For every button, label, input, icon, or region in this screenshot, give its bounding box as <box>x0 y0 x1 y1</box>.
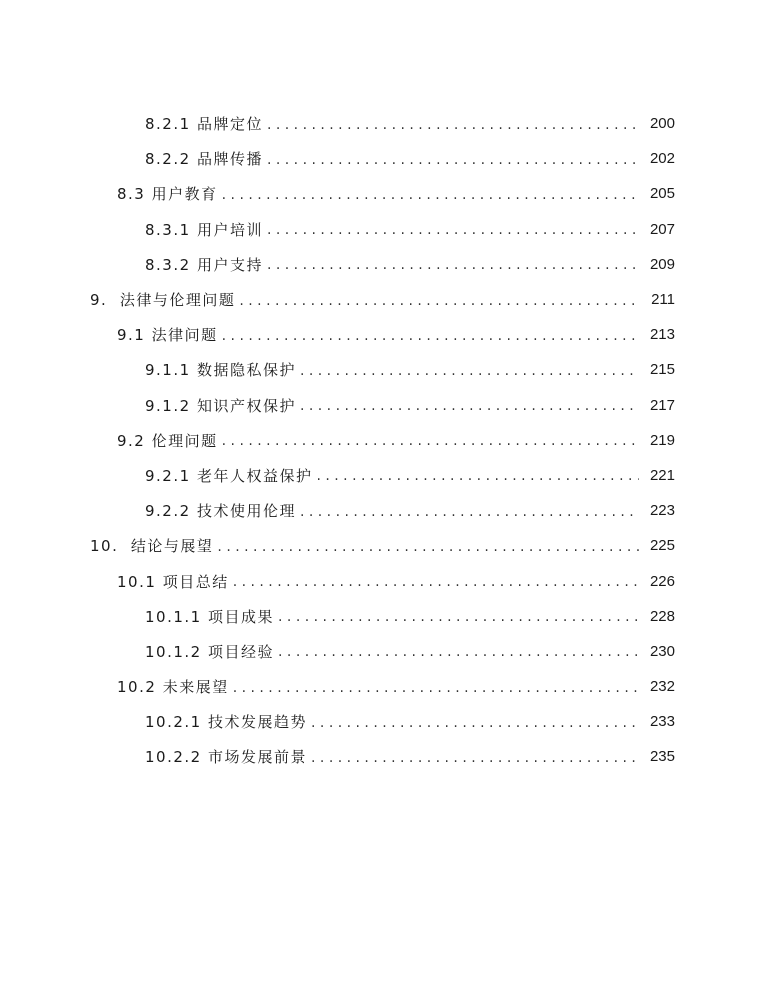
toc-entry[interactable] <box>0 352 765 387</box>
toc-entry-number: 8.2.1 <box>145 115 191 134</box>
toc-entry[interactable] <box>0 599 765 634</box>
toc-entry[interactable] <box>0 282 765 317</box>
toc-entry[interactable] <box>0 212 765 247</box>
toc-entry-title: 技术发展趋势 <box>208 713 308 732</box>
toc-entry-number: 9.1 <box>117 326 146 345</box>
dot-leader <box>217 539 639 555</box>
toc-entry-page: 230 <box>649 642 675 660</box>
toc-entry-title: 用户支持 <box>196 255 263 274</box>
toc-entry-number: 9.1.2 <box>145 396 191 415</box>
toc-entry[interactable] <box>0 141 765 176</box>
toc-entry-page: 225 <box>649 537 675 555</box>
toc-entry-page: 232 <box>649 678 675 696</box>
toc-entry[interactable] <box>0 493 765 528</box>
toc-entry-title: 品牌定位 <box>196 115 263 134</box>
toc-entry-number: 10. <box>90 537 119 556</box>
toc-entry[interactable] <box>0 247 765 282</box>
toc-entry-title: 用户培训 <box>196 220 263 239</box>
toc-entry-title: 老年人权益保护 <box>196 466 313 485</box>
toc-entry-title: 品牌传播 <box>196 150 263 169</box>
toc-entry-number: 10.2 <box>117 678 157 697</box>
dot-leader <box>267 152 639 168</box>
toc-entry-title: 法律与伦理问题 <box>119 291 236 310</box>
toc-entry-number: 10.1.2 <box>145 642 202 661</box>
toc-entry-title: 技术使用伦理 <box>196 502 296 521</box>
dot-leader <box>267 257 639 273</box>
dot-leader <box>267 117 639 133</box>
toc-entry-title: 伦理问题 <box>151 431 218 450</box>
toc-entry-page: 215 <box>649 361 675 379</box>
toc-entry-title: 知识产权保护 <box>196 396 296 415</box>
dot-leader <box>311 750 639 766</box>
dot-leader <box>222 328 639 344</box>
toc-entry-page: 209 <box>649 255 675 273</box>
toc-entry[interactable] <box>0 106 765 141</box>
dot-leader <box>278 644 639 660</box>
toc-entry-title: 结论与展望 <box>130 537 214 556</box>
toc-entry-title: 项目总结 <box>162 572 229 591</box>
dot-leader <box>300 398 639 414</box>
toc-entry-number: 10.2.1 <box>145 713 202 732</box>
toc-entry-number: 8.2.2 <box>145 150 191 169</box>
toc-entry-page: 226 <box>649 572 675 590</box>
dot-leader <box>267 222 639 238</box>
dot-leader <box>222 187 639 203</box>
toc-entry-page: 200 <box>649 115 675 133</box>
toc-entry-page: 219 <box>649 431 675 449</box>
toc-entry-page: 228 <box>649 607 675 625</box>
dot-leader <box>311 715 639 731</box>
dot-leader <box>300 504 639 520</box>
toc-entry-page: 217 <box>649 396 675 414</box>
toc-entry-number: 9.1.1 <box>145 361 191 380</box>
toc-entry-title: 市场发展前景 <box>208 748 308 767</box>
toc-entry-page: 202 <box>649 150 675 168</box>
toc-entry-number: 10.2.2 <box>145 748 202 767</box>
toc-entry[interactable] <box>0 458 765 493</box>
toc-entry-number: 9.2 <box>117 431 146 450</box>
toc-entry[interactable] <box>0 423 765 458</box>
toc-entry[interactable] <box>0 388 765 423</box>
toc-entry-number: 9.2.2 <box>145 502 191 521</box>
toc-entry-title: 项目成果 <box>208 607 275 626</box>
dot-leader <box>278 609 639 625</box>
toc-entry-page: 233 <box>649 713 675 731</box>
dot-leader <box>233 574 639 590</box>
dot-leader <box>233 680 639 696</box>
toc-entry-title: 法律问题 <box>151 326 218 345</box>
toc-entry-number: 10.1.1 <box>145 607 202 626</box>
toc-entry[interactable] <box>0 634 765 669</box>
toc-entry[interactable] <box>0 704 765 739</box>
table-of-contents <box>0 106 765 775</box>
dot-leader <box>222 433 639 449</box>
toc-entry-number: 9. <box>90 291 108 310</box>
toc-entry-page: 205 <box>649 185 675 203</box>
toc-entry[interactable] <box>0 669 765 704</box>
dot-leader <box>316 468 639 484</box>
toc-entry-page: 213 <box>649 326 675 344</box>
toc-entry-number: 8.3.2 <box>145 255 191 274</box>
toc-entry-number: 10.1 <box>117 572 157 591</box>
toc-entry[interactable] <box>0 563 765 598</box>
toc-entry-page: 221 <box>649 466 675 484</box>
toc-entry[interactable] <box>0 317 765 352</box>
toc-entry-title: 数据隐私保护 <box>196 361 296 380</box>
toc-entry[interactable] <box>0 739 765 774</box>
toc-entry[interactable] <box>0 176 765 211</box>
toc-entry-number: 8.3.1 <box>145 220 191 239</box>
toc-entry-number: 8.3 <box>117 185 146 204</box>
dot-leader <box>300 363 639 379</box>
toc-entry-page: 207 <box>649 220 675 238</box>
dot-leader <box>239 293 639 309</box>
toc-entry-page: 211 <box>651 291 675 309</box>
toc-entry-title: 未来展望 <box>162 678 229 697</box>
toc-entry[interactable] <box>0 528 765 563</box>
toc-entry-title: 用户教育 <box>151 185 218 204</box>
toc-entry-page: 223 <box>649 502 675 520</box>
toc-entry-title: 项目经验 <box>208 642 275 661</box>
toc-entry-number: 9.2.1 <box>145 466 191 485</box>
toc-entry-page: 235 <box>649 748 675 766</box>
